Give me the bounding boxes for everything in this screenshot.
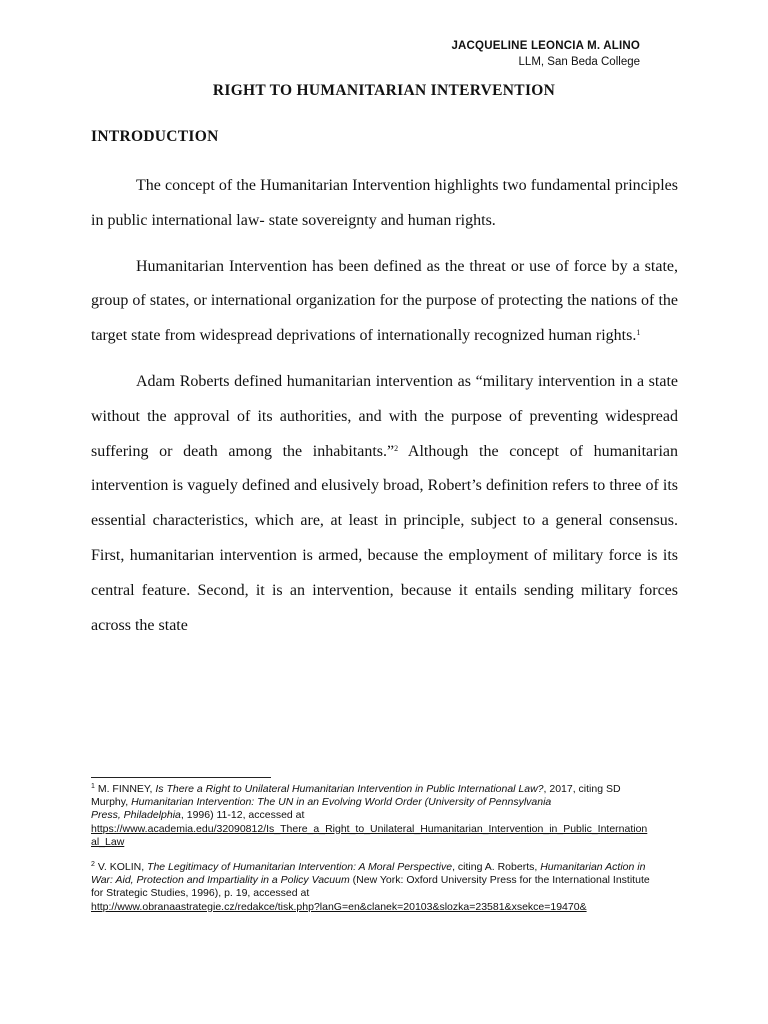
footnote-2-title: The Legitimacy of Humanitarian Intervention: A Moral Perspective [147,861,453,874]
author-affiliation: LLM, San Beda College [518,56,640,68]
footnote-2-book: Humanitarian Action in War: Aid, Protection and Impartiality in a Policy Vacuum [91,861,646,887]
document-title: RIGHT TO HUMANITARIAN INTERVENTION [212,82,556,99]
paragraph-3-text-b: Although the concept of humanitarian intervention is vaguely defined and elusively broad, Robert’s definition refers to three of its essential characteristics, which are, at least in principle, subject to a general consensus. First, humanitarian intervention is armed, because the employment of military force is its central feature. Second, it is an intervention, because it entails sending military forces across the state [91,442,678,634]
footnote-2-link[interactable]: http://www.obranaastrategie.cz/redakce/tisk.php?lanG=en&clanek=20103&slozka=23581&xsekce=19470& [91,900,587,913]
footnote-2-author: V. KOLIN, [94,861,148,874]
footnote-1-link[interactable]: https://www.academia.edu/32090812/Is_There_a_Right_to_Unilateral_Humanitarian_Intervention_in_Public_International_Law [91,822,648,848]
footnote-1-author: M. FINNEY, [94,783,156,795]
footnote-1-book: Humanitarian Intervention: The UN in an Evolving World Order (University of Pennsylvania [131,796,552,809]
paragraph-3-text-a: Adam Roberts defined humanitarian intervention as “military intervention in a state without the approval of its authorities, and with the purpose of preventing widespread suffering or death among the inhabitants.” [91,372,678,460]
footnote-1-title: Is There a Right to Unilateral Humanitarian Intervention in Public International Law? [155,783,544,795]
section-heading: INTRODUCTION [91,128,219,145]
footnote-ref-1[interactable]: 1 [636,328,641,338]
footnote-2 [91,861,651,914]
footnote-1-publisher: Press, Philadelphia [91,809,181,822]
paragraph-1: The concept of the Humanitarian Intervention highlights two fundamental principles in public international law- state sovereignty and human rights. [91,177,678,229]
footnote-2-text-1: , citing A. Roberts, [452,861,541,874]
paragraph-2-text: Humanitarian Intervention has been defined as the threat or use of force by a state, group of states, or international organization for the purpose of protecting the nations of the target state from widespread deprivations of internationally recognized human rights. [91,257,678,345]
footnote-ref-2[interactable]: 2 [394,443,399,453]
footnote-separator [91,777,271,778]
paragraph-3 [91,365,678,643]
footnote-1-text-2: , 1996) 11-12, accessed at [180,809,305,822]
body-text [91,169,678,654]
footnote-1-text-1: , 2017, citing SD Murphy, [91,783,621,809]
footnote-2-number: 2 [91,861,95,869]
author-block [451,38,640,70]
paragraph-2 [91,250,678,354]
footnote-2-text-2: (New York: Oxford University Press for the International Institute for Strategic Studies, 1996), p. 19, accessed at [91,874,650,900]
author-name: JACQUELINE LEONCIA M. ALINO [451,40,640,52]
footnote-1 [91,783,651,849]
footnote-1-number: 1 [91,783,95,790]
footnotes [91,783,651,926]
